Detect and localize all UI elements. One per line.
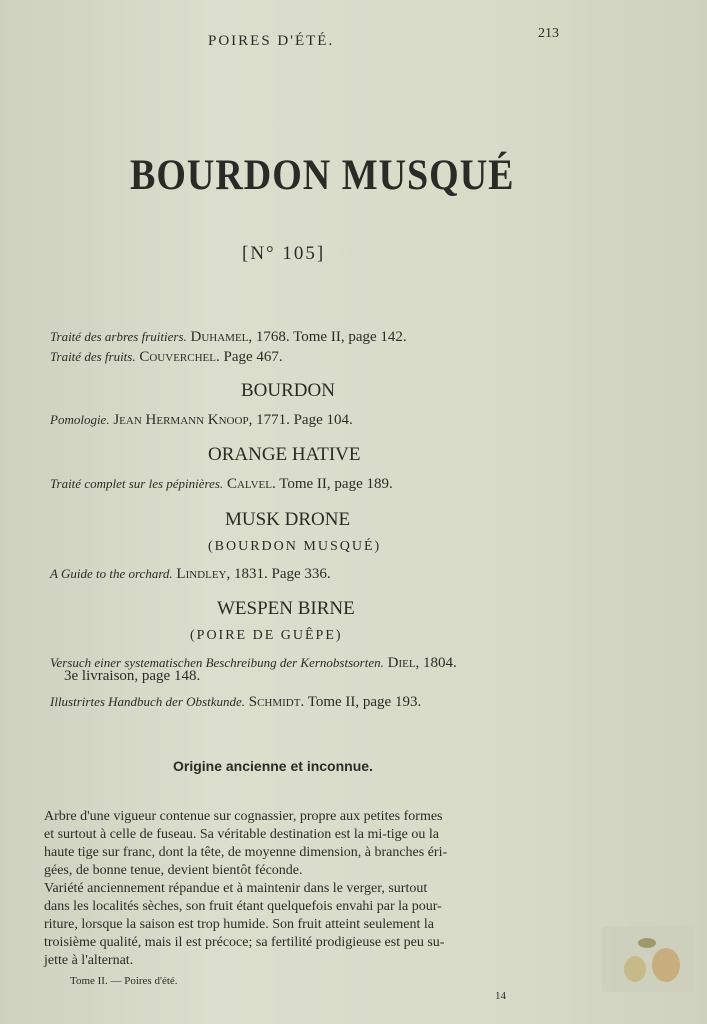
reference-line bbox=[50, 694, 421, 711]
reference-work: A Guide to the orchard. bbox=[50, 566, 173, 581]
body-line: jette à l'alternat. bbox=[44, 953, 134, 968]
reference-work: Pomologie. bbox=[50, 412, 110, 427]
body-line: Arbre d'une vigueur contenue sur cognassier, propre aux petites formes bbox=[44, 809, 443, 824]
synonym-heading: MUSK DRONE bbox=[225, 509, 351, 530]
description-text bbox=[44, 808, 564, 970]
body-line: dans les localités sèches, son fruit étant quelquefois envahi par la pour- bbox=[44, 899, 442, 914]
reference-work: Traité des fruits. bbox=[50, 349, 136, 364]
footer-signature: 14 bbox=[495, 990, 506, 1002]
reference-work: Traité des arbres fruitiers. bbox=[50, 329, 187, 344]
reference-author: Couverchel bbox=[139, 349, 216, 365]
reference-author: Lindley bbox=[176, 566, 227, 582]
reference-detail: , 1804. bbox=[415, 655, 457, 671]
reference-line bbox=[50, 412, 353, 429]
reference-line bbox=[50, 566, 331, 583]
reference-work: Illustrirtes Handbuch der Obstkunde. bbox=[50, 694, 245, 709]
synonym-subheading: (BOURDON MUSQUÉ) bbox=[208, 539, 382, 554]
reference-work: Versuch einer systematischen Beschreibung der Kernobstsorten. bbox=[50, 655, 384, 670]
synonym-heading: ORANGE HATIVE bbox=[208, 444, 361, 465]
reference-work: Traité complet sur les pépinières. bbox=[50, 476, 224, 491]
running-head: POIRES D'ÉTÉ. bbox=[208, 33, 335, 49]
reference-author: Duhamel bbox=[190, 329, 249, 345]
fruit-shape bbox=[624, 956, 646, 982]
page-number: 213 bbox=[538, 26, 559, 41]
reference-author: Diel bbox=[387, 655, 416, 671]
reference-detail: . Tome II, page 189. bbox=[272, 476, 393, 492]
variety-title: BOURDON MUSQUÉ bbox=[130, 151, 515, 200]
origin-heading: Origine ancienne et inconnue. bbox=[173, 758, 373, 774]
reference-detail: . Page 467. bbox=[215, 349, 283, 365]
body-line: troisième qualité, mais il est précoce; sa fertilité prodigieuse est peu su- bbox=[44, 935, 445, 950]
reference-detail: , 1771. Page 104. bbox=[248, 412, 353, 428]
leaf-shape bbox=[638, 938, 656, 948]
reference-detail: . Tome II, page 193. bbox=[300, 694, 422, 710]
body-line: et surtout à celle de fuseau. Sa véritable destination est la mi-tige ou la bbox=[44, 827, 439, 842]
fruit-shape bbox=[652, 948, 680, 982]
body-line: gées, de bonne tenue, devient bientôt féconde. bbox=[44, 863, 303, 878]
reference-line bbox=[50, 329, 407, 346]
reference-line bbox=[64, 668, 200, 685]
fruit-illustration-thumbnail bbox=[602, 926, 694, 992]
reference-line bbox=[50, 349, 283, 366]
body-line: haute tige sur franc, dont la tête, de moyenne dimension, à branches éri- bbox=[44, 845, 448, 860]
reference-detail: , 1768. Tome II, page 142. bbox=[248, 329, 407, 345]
reference-detail: , 1831. Page 336. bbox=[226, 566, 331, 582]
body-line: Variété anciennement répandue et à maintenir dans le verger, surtout bbox=[44, 881, 428, 896]
reference-line bbox=[50, 476, 393, 493]
body-line: riture, lorsque la saison est trop humide. Son fruit atteint seulement la bbox=[44, 917, 434, 932]
reference-author: Calvel bbox=[226, 476, 272, 492]
footer-volume: Tome II. — Poires d'été. bbox=[70, 975, 178, 987]
synonym-heading: WESPEN BIRNE bbox=[217, 598, 355, 619]
variety-number: [N° 105] bbox=[242, 243, 326, 264]
reference-detail: 3e livraison, page 148. bbox=[64, 668, 201, 684]
reference-author: Jean Hermann Knoop bbox=[113, 412, 249, 428]
synonym-subheading: (POIRE DE GUÊPE) bbox=[190, 628, 343, 643]
reference-author: Schmidt bbox=[248, 694, 301, 710]
synonym-heading: BOURDON bbox=[241, 380, 335, 401]
